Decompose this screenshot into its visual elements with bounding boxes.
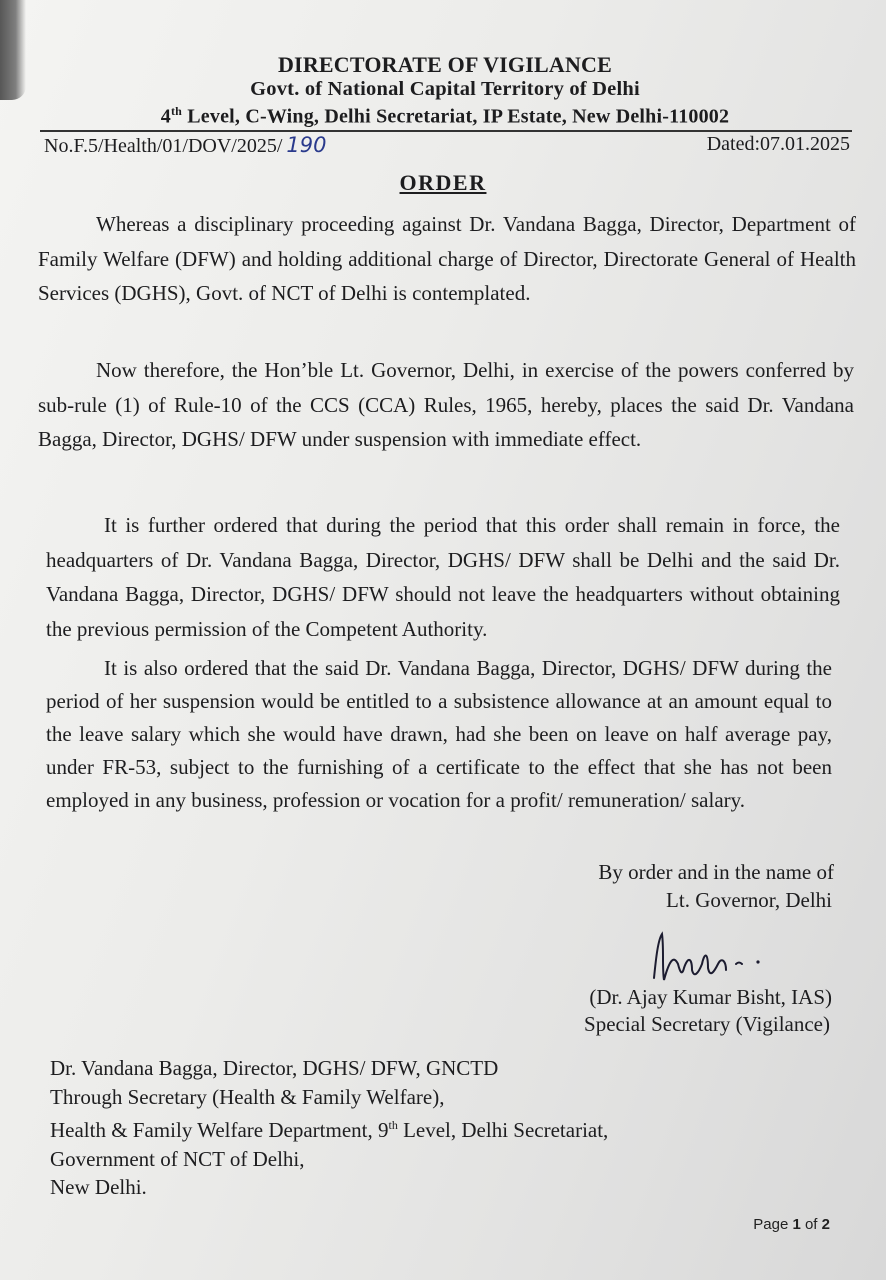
paragraph-1: Whereas a disciplinary proceeding against Dr. Vandana Bagga, Director, Department of Family Welfare (DFW) and holding additional charge of Director, Directorate General of Health Services (DGHS), Govt. of NCT of Delhi is contemplated. bbox=[38, 212, 856, 305]
office-address: 4th Level, C-Wing, Delhi Secretariat, IP Estate, New Delhi-110002 bbox=[160, 104, 730, 128]
handwritten-signature bbox=[648, 928, 768, 988]
file-number: No.F.5/Health/01/DOV/2025/ bbox=[44, 135, 283, 157]
header-divider bbox=[40, 130, 852, 132]
signatory-designation: Special Secretary (Vigilance) bbox=[584, 1012, 830, 1036]
paragraph-4: It is also ordered that the said Dr. Vandana Bagga, Director, DGHS/ DFW during the period of her suspension would be entitled to a subsistence allowance at an amount equal to the leave salary which she would have drawn, had she been on leave on half average pay, under FR-53, subject to the furnishing of a certificate to the effect that she has not been employed in any business, profession or vocation for a profit/ remuneration/ salary. bbox=[46, 656, 832, 812]
government-name: Govt. of National Capital Territory of Delhi bbox=[250, 78, 640, 100]
order-date: Dated:07.01.2025 bbox=[706, 133, 850, 155]
addressee-line-3: Health & Family Welfare Department, 9th Level, Delhi Secretariat, bbox=[50, 1118, 609, 1142]
addressee-line-5: New Delhi. bbox=[50, 1175, 147, 1199]
signatory-name: (Dr. Ajay Kumar Bisht, IAS) bbox=[589, 985, 832, 1009]
page-number: Page 1 of 2 bbox=[753, 1216, 830, 1233]
paragraph-2: Now therefore, the Hon’ble Lt. Governor, Delhi, in exercise of the powers conferred by sub-rule (1) of Rule-10 of the CCS (CCA) Rules, 1965, hereby, places the said Dr. Vandana Bagga, Director, DGHS/ DFW under suspension with immediate effect. bbox=[38, 358, 854, 451]
document-title: ORDER bbox=[399, 170, 487, 195]
addressee-line-4: Government of NCT of Delhi, bbox=[50, 1146, 305, 1171]
authority-line-1: By order and in the name of bbox=[598, 860, 834, 884]
paragraph-3: It is further ordered that during the period that this order shall remain in force, the headquarters of Dr. Vandana Bagga, Director, DGHS/ DFW shall be Delhi and the said Dr. Vandana Bagga, Director, DGHS/ DFW should not leave the headquarters without obtaining the previous permission of the Competent Authority. bbox=[46, 513, 840, 641]
addressee-line-1: Dr. Vandana Bagga, Director, DGHS/ DFW, GNCTD bbox=[50, 1056, 499, 1080]
file-reference bbox=[44, 133, 326, 158]
pen-edge-shadow bbox=[0, 0, 26, 100]
issuing-office: DIRECTORATE OF VIGILANCE bbox=[277, 52, 613, 77]
addressee-line-2: Through Secretary (Health & Family Welfare), bbox=[50, 1084, 445, 1109]
addressee-block bbox=[50, 1054, 608, 1202]
handwritten-dispatch-number: 190 bbox=[286, 133, 327, 157]
authority-line-2: Lt. Governor, Delhi bbox=[666, 888, 832, 912]
